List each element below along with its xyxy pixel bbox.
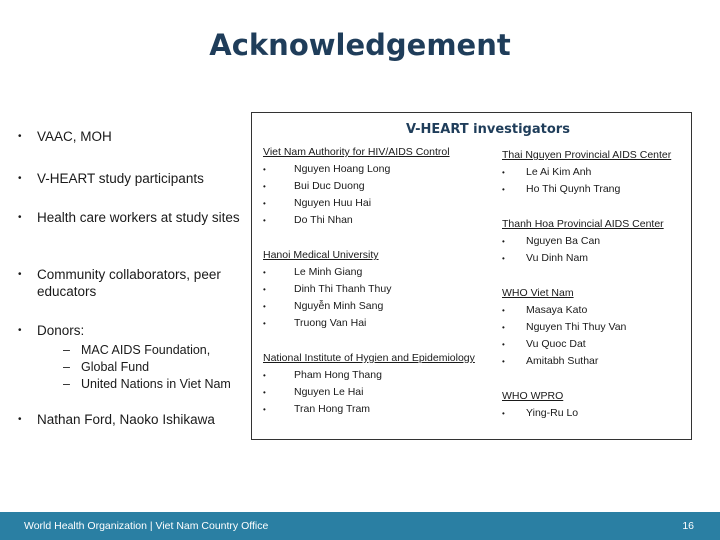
bullet-icon: • xyxy=(502,168,505,177)
bullet-icon: • xyxy=(263,371,266,380)
member-item xyxy=(263,315,379,332)
investigator-group xyxy=(263,144,450,229)
member-name: Nguyen Ba Can xyxy=(526,235,601,247)
footer-text: World Health Organization | Viet Nam Country Office xyxy=(24,520,269,532)
bullet-icon: • xyxy=(18,325,22,336)
list-item-text: V-HEART study participants xyxy=(37,171,204,186)
bullet-icon: • xyxy=(502,254,505,263)
bullet-icon: • xyxy=(263,216,266,225)
bullet-icon: • xyxy=(263,165,266,174)
member-name: Pham Hong Thang xyxy=(294,369,382,381)
page-number: 16 xyxy=(682,520,694,532)
member-name: Masaya Kato xyxy=(526,304,588,316)
donor-text: United Nations in Viet Nam xyxy=(81,377,231,391)
bullet-icon: • xyxy=(263,182,266,191)
bullet-icon: • xyxy=(263,405,266,414)
member-name: Vu Dinh Nam xyxy=(526,252,589,264)
member-item xyxy=(502,302,588,319)
member-item xyxy=(263,264,379,281)
member-item xyxy=(502,233,664,250)
bullet-icon: • xyxy=(18,173,22,184)
member-name: Vu Quoc Dat xyxy=(526,338,586,350)
member-name: Ho Thi Quynh Trang xyxy=(526,183,621,195)
list-item-text: Nathan Ford, Naoko Ishikawa xyxy=(37,412,215,427)
member-item xyxy=(263,384,475,401)
investigator-group xyxy=(263,350,475,418)
bullet-icon: • xyxy=(263,319,266,328)
bullet-icon: • xyxy=(502,185,505,194)
member-item xyxy=(263,401,475,418)
member-item xyxy=(263,178,450,195)
member-name: Nguyen Huu Hai xyxy=(294,197,372,209)
list-item-text: Donors: xyxy=(37,323,85,338)
member-name: Amitabh Suthar xyxy=(526,355,599,367)
member-item xyxy=(502,405,579,422)
investigators-title: V-HEART investigators xyxy=(406,122,570,137)
bullet-icon: • xyxy=(502,340,505,349)
member-item xyxy=(263,212,450,229)
member-name: Ying-Ru Lo xyxy=(526,407,579,419)
bullet-icon: • xyxy=(18,414,22,425)
member-item xyxy=(502,353,599,370)
bullet-icon: • xyxy=(502,409,505,418)
footer-bar xyxy=(0,512,720,540)
member-item xyxy=(263,195,450,212)
bullet-icon: • xyxy=(18,212,22,223)
slide-title: Acknowledgement xyxy=(209,28,511,62)
member-name: Tran Hong Tram xyxy=(294,403,371,415)
member-name: Nguyen Hoang Long xyxy=(294,163,391,175)
member-name: Do Thi Nhan xyxy=(294,214,353,226)
bullet-icon: • xyxy=(263,268,266,277)
member-name: Dinh Thi Thanh Thuy xyxy=(294,283,392,295)
member-item xyxy=(263,367,475,384)
bullet-icon: • xyxy=(502,357,505,366)
donor-text: Global Fund xyxy=(81,360,150,374)
member-name: Nguyen Thi Thuy Van xyxy=(526,321,627,333)
member-name: Truong Van Hai xyxy=(294,317,367,329)
member-item xyxy=(263,298,384,315)
bullet-icon: • xyxy=(502,306,505,315)
list-item-text: Community collaborators, peer educators xyxy=(37,267,221,299)
bullet-icon: • xyxy=(502,323,505,332)
bullet-icon: • xyxy=(18,131,22,142)
dash-icon: – xyxy=(63,377,70,391)
group-name: Thai Nguyen Provincial AIDS Center xyxy=(502,149,672,161)
investigator-group xyxy=(263,247,392,332)
investigator-group xyxy=(502,147,671,198)
member-item xyxy=(502,336,586,353)
group-name: Viet Nam Authority for HIV/AIDS Control xyxy=(263,146,450,158)
investigator-group xyxy=(502,216,664,267)
group-name: WHO Viet Nam xyxy=(502,287,574,299)
donor-text: MAC AIDS Foundation, xyxy=(81,343,211,357)
investigator-group xyxy=(502,388,579,422)
group-name: Thanh Hoa Provincial AIDS Center xyxy=(502,218,664,230)
member-item xyxy=(502,250,664,267)
bullet-icon: • xyxy=(18,269,22,280)
investigator-group xyxy=(502,285,627,370)
bullet-icon: • xyxy=(502,237,505,246)
bullet-icon: • xyxy=(263,302,266,311)
bullet-icon: • xyxy=(263,388,266,397)
group-name: WHO WPRO xyxy=(502,390,564,402)
member-name: Bui Duc Duong xyxy=(294,180,365,192)
group-name: National Institute of Hygien and Epidemiology xyxy=(263,352,475,364)
list-item-text: Health care workers at study sites xyxy=(37,210,240,225)
dash-icon: – xyxy=(63,343,70,357)
dash-icon: – xyxy=(63,360,70,374)
member-item xyxy=(502,164,671,181)
member-name: Nguyen Le Hai xyxy=(294,386,364,398)
member-name: Le Ai Kim Anh xyxy=(526,166,592,178)
member-item xyxy=(263,161,450,178)
member-item xyxy=(263,281,392,298)
list-item-text: VAAC, MOH xyxy=(37,129,112,144)
bullet-icon: • xyxy=(263,199,266,208)
bullet-icon: • xyxy=(263,285,266,294)
member-item xyxy=(502,181,671,198)
member-name: Le Minh Giang xyxy=(294,266,363,278)
group-name: Hanoi Medical University xyxy=(263,249,379,261)
member-name: Nguyễn Minh Sang xyxy=(294,300,384,312)
member-item xyxy=(502,319,627,336)
